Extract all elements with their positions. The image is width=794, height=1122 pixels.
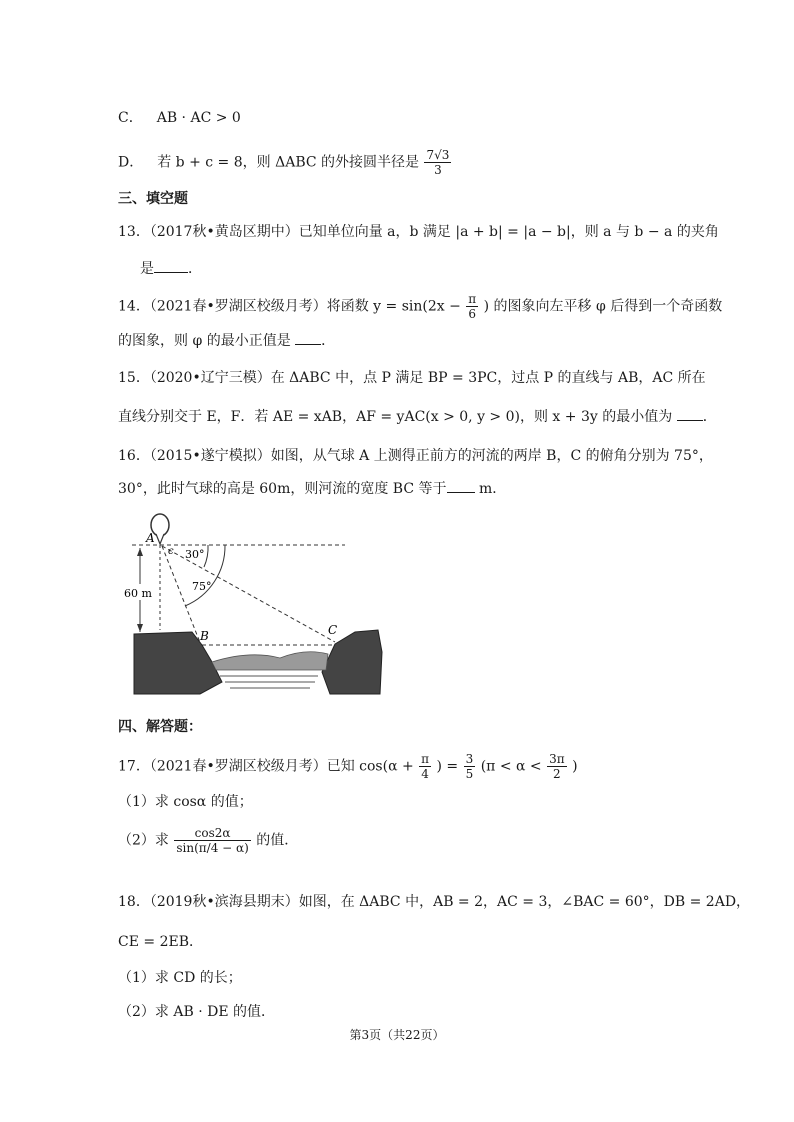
- fraction-numerator: 3: [465, 752, 474, 766]
- q14-text-a: 14．（2021春•罗湖区校级月考）将函数 y = sin(2x −: [118, 298, 461, 315]
- q18-part1: （1）求 CD 的长；: [118, 970, 242, 986]
- fraction-numerator: 3π: [549, 752, 565, 766]
- q17-text-a: 17．（2021春•罗湖区校级月考）已知 cos(α +: [118, 758, 414, 775]
- fraction-denominator: sin(π/4 − α): [176, 841, 249, 855]
- q13-text: 是: [140, 261, 154, 277]
- answer-blank: [295, 330, 321, 345]
- answer-blank: [447, 478, 475, 493]
- q17-part2-end: 的值．: [256, 832, 299, 849]
- balloon-river-figure: [124, 512, 385, 694]
- answer-blank: [154, 258, 188, 273]
- q17-part2-fraction: [174, 826, 250, 855]
- fraction-denominator: 2: [553, 767, 561, 781]
- choice-d-fraction: [424, 148, 451, 177]
- q18-line1: 18．（2019秋•滨海县期末）如图，在 ΔABC 中，AB = 2，AC = 3，∠BAC = 60°，DB = 2AD，: [118, 894, 751, 910]
- q14-fraction: [466, 292, 478, 321]
- choice-d-text: D． 若 b + c = 8，则 ΔABC 的外接圆半径是: [118, 154, 420, 171]
- q14-end: ．: [321, 333, 336, 349]
- q16-line1: 16．（2015•遂宁模拟）如图，从气球 A 上测得正前方的河流的两岸 B，C 的俯角分别为 75°，: [118, 448, 713, 464]
- fraction-denominator: 4: [421, 767, 429, 781]
- fraction-numerator: π: [421, 752, 430, 766]
- q13-line2: [140, 258, 202, 279]
- fraction-numerator: cos2α: [174, 826, 250, 841]
- q14-text-c: 的图象，则 φ 的最小正值是: [118, 333, 291, 349]
- choice-c: C． AB · AC > 0: [118, 110, 241, 126]
- answer-blank: [677, 406, 703, 421]
- q17-fraction-1: [419, 752, 431, 781]
- q17-part1: （1）求 cosα 的值；: [118, 794, 253, 810]
- q16-text: 30°，此时气球的高是 60m，则河流的宽度 BC 等于: [118, 481, 447, 497]
- height-label: 60 m: [124, 587, 152, 600]
- label-c-small: c: [168, 546, 174, 557]
- q17-part2-text: （2）求: [118, 832, 169, 849]
- q16-line2: [118, 478, 506, 499]
- q16-end: m．: [478, 481, 507, 497]
- q18-part2: （2）求 AB · DE 的值．: [118, 1004, 276, 1020]
- choice-d: [118, 148, 452, 177]
- q17-text-c: (π < α <: [480, 758, 542, 775]
- fraction-denominator: 3: [434, 163, 442, 177]
- angle-30-label: 30°: [185, 548, 205, 561]
- section-solve: 四、解答题：: [118, 719, 202, 735]
- right-bank: [322, 630, 382, 694]
- fraction-numerator: 7√3: [426, 148, 450, 162]
- q14-line2: [118, 330, 335, 351]
- q13-line1: 13．（2017秋•黄岛区期中）已知单位向量 a，b 满足 |a + b| = |a − b|，则 a 与 b − a 的夹角: [118, 224, 719, 240]
- q14-text-b: ) 的图象向左平移 φ 后得到一个奇函数: [483, 298, 723, 315]
- label-b: B: [200, 629, 209, 643]
- label-c: C: [328, 623, 338, 637]
- section-fill-blank: 三、填空题: [118, 191, 188, 207]
- q17-text-d: ): [572, 758, 578, 775]
- angle-75-label: 75°: [192, 580, 212, 593]
- q15-text: 直线分别交于 E，F．若 AE = xAB，AF = yAC(x > 0, y > 0)，则 x + 3y 的最小值为: [118, 409, 673, 425]
- q18-line2: CE = 2EB．: [118, 934, 203, 950]
- q17-part2: [118, 826, 298, 855]
- q14-line1: [118, 292, 722, 321]
- fraction-denominator: 6: [468, 307, 477, 321]
- fraction-numerator: π: [468, 292, 477, 306]
- q17-line1: [118, 752, 578, 781]
- fraction-denominator: 5: [465, 767, 474, 781]
- q17-fraction-3: [547, 752, 567, 781]
- q13-end: ．: [188, 261, 202, 277]
- q15-line1: 15．（2020•辽宁三模）在 ΔABC 中，点 P 满足 BP = 3PC，过点 P 的直线与 AB，AC 所在: [118, 370, 706, 386]
- q15-line2: [118, 406, 717, 427]
- q17-fraction-2: [464, 752, 476, 781]
- q15-end: ．: [702, 409, 717, 425]
- q17-text-b: ) =: [436, 758, 459, 775]
- page-footer: 第3页（共22页）: [349, 1028, 445, 1042]
- label-a: A: [146, 531, 155, 545]
